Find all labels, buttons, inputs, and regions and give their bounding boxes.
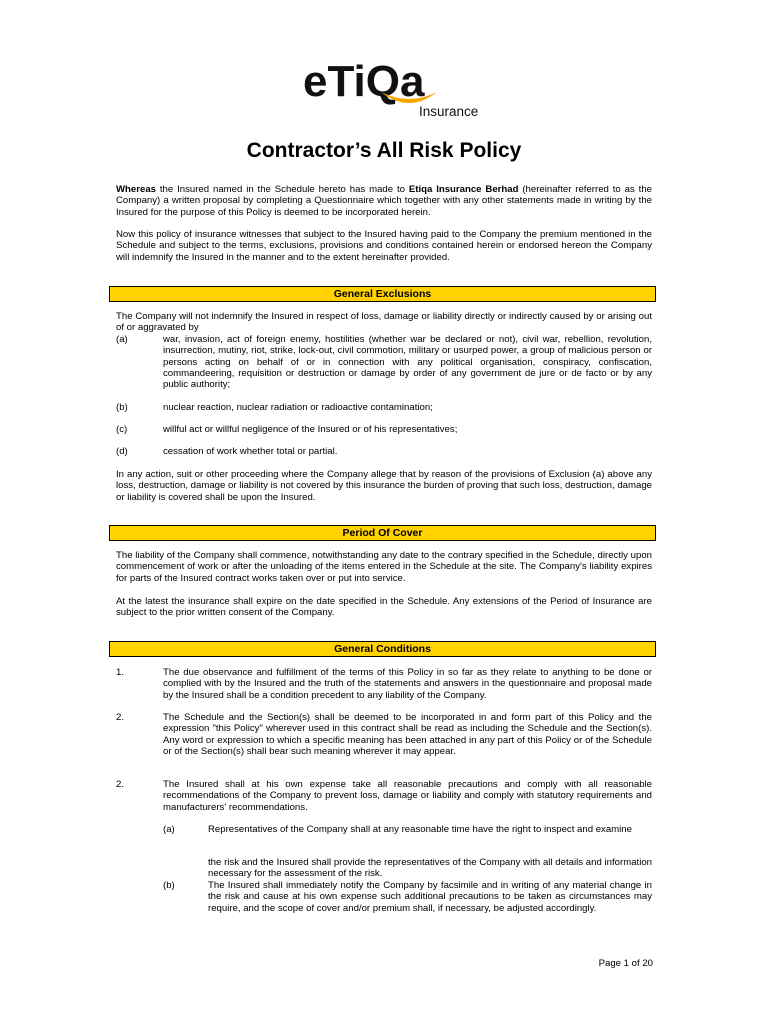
general-exclusions-heading: General Exclusions: [109, 286, 656, 302]
period-paragraph-2: At the latest the insurance shall expire on the date specified in the Schedule. Any extensions of the Period of Insurance are subject to the prior written consent of the Company.: [116, 596, 652, 619]
exclusion-d-marker: (d): [116, 446, 128, 457]
etiqa-logo: [291, 52, 500, 129]
condition-2-text: The Schedule and the Section(s) shall be deemed to be incorporated in and form part of this Policy and the expression "this Policy" wherever used in this contract shall be read as including the Schedule and the Section(s). Any word or expression to which a specific meaning has been attached in any part of this Policy or of the Schedule or of the Section(s) shall bear such meaning wherever it may appear.: [163, 712, 652, 757]
condition-sub-a-continued: the risk and the Insured shall provide the representatives of the Company with all details and information necessary for the assessment of the risk.: [208, 857, 652, 880]
condition-3-marker: 2.: [116, 779, 125, 790]
general-conditions-heading: General Conditions: [109, 641, 656, 657]
intro-text-b: (hereinafter referred to as the Company) a written proposal by completing a Questionnaire which together with any other statements made in writing by the Insured for the purpose of this Policy is deemed to be incorporated herein.: [116, 184, 652, 218]
logo-brand-text: eTiQa: [303, 57, 425, 106]
etiqa-logo-graphic: [291, 52, 500, 129]
exclusion-a-text: war, invasion, act of foreign enemy, hostilities (whether war be declared or not), civil war, rebellion, revolution, insurrection, mutiny, riot, strike, lock-out, civil commotion, military or usurped power, a group of malicious person or persons acting on behalf of or in connection with any political organisation, conspiracy, confiscation, commandeering, requisition or destruction or damage by order of any government de jure or de facto or by any public authority;: [163, 334, 652, 391]
exclusions-lead: The Company will not indemnify the Insured in respect of loss, damage or liability directly or indirectly caused by or arising out of or aggravated by: [116, 311, 652, 334]
exclusion-b-marker: (b): [116, 402, 128, 413]
condition-sub-b-text: The Insured shall immediately notify the Company by facsimile and in writing of any material change in the risk and cause at his own expense such additional precautions to be taken as circumstances may require, and the scope of cover and/or premium shall, if necessary, be adjusted accordingly.: [208, 880, 652, 914]
condition-1-marker: 1.: [116, 667, 125, 678]
condition-2-marker: 2.: [116, 712, 125, 723]
exclusion-d-text: cessation of work whether total or partial.: [163, 446, 338, 457]
exclusion-c-marker: (c): [116, 424, 128, 435]
condition-sub-b-marker: (b): [163, 880, 175, 891]
period-paragraph-1: The liability of the Company shall commence, notwithstanding any date to the contrary specified in the Schedule, directly upon commencement of work or after the unloading of the items entered in the Schedule at the site. The Company's liability expires for parts of the Insured contract works taken over or put into service.: [116, 550, 652, 584]
condition-sub-a-text: Representatives of the Company shall at any reasonable time have the right to inspect and examine: [208, 824, 632, 835]
logo-sub-text: Insurance: [419, 104, 479, 119]
condition-3-text: The Insured shall at his own expense take all reasonable precautions and comply with all reasonable recommendations of the Company to prevent loss, damage or liability and comply with statutory requirements and manufacturers' recommendations.: [163, 779, 652, 813]
intro-paragraph-2: Now this policy of insurance witnesses that subject to the Insured having paid to the Company the premium mentioned in the Schedule and subject to the terms, exclusions, provisions and conditions contained herein or endorsed hereon the Company will indemnify the Insured in the manner and to the extent hereinafter provided.: [116, 229, 652, 263]
intro-paragraph-1: [116, 184, 652, 218]
condition-1-text: The due observance and fulfillment of the terms of this Policy in so far as they relate to anything to be done or complied with by the Insured and the truth of the statements and answers in the questionnaire and proposal made by the Insured shall be a condition precedent to any liability of the Company.: [163, 667, 652, 701]
exclusion-b-text: nuclear reaction, nuclear radiation or radioactive contamination;: [163, 402, 433, 413]
period-of-cover-heading: Period Of Cover: [109, 525, 656, 541]
exclusion-a-marker: (a): [116, 334, 128, 345]
exclusion-c-text: willful act or willful negligence of the Insured or of his representatives;: [163, 424, 458, 435]
condition-sub-a-marker: (a): [163, 824, 175, 835]
intro-text-a: the Insured named in the Schedule hereto has made to: [156, 184, 409, 195]
exclusions-closing: In any action, suit or other proceeding where the Company allege that by reason of the provisions of Exclusion (a) above any loss, destruction, damage or liability is not covered by this insurance the burden of proving that such loss, destruction, damage or liability is covered shall be upon the Insured.: [116, 469, 652, 503]
page-number: Page 1 of 20: [598, 958, 653, 969]
intro-company-name: Etiqa Insurance Berhad: [408, 184, 519, 195]
page-title: Contractor’s All Risk Policy: [246, 139, 522, 162]
intro-whereas: Whereas: [116, 184, 156, 195]
